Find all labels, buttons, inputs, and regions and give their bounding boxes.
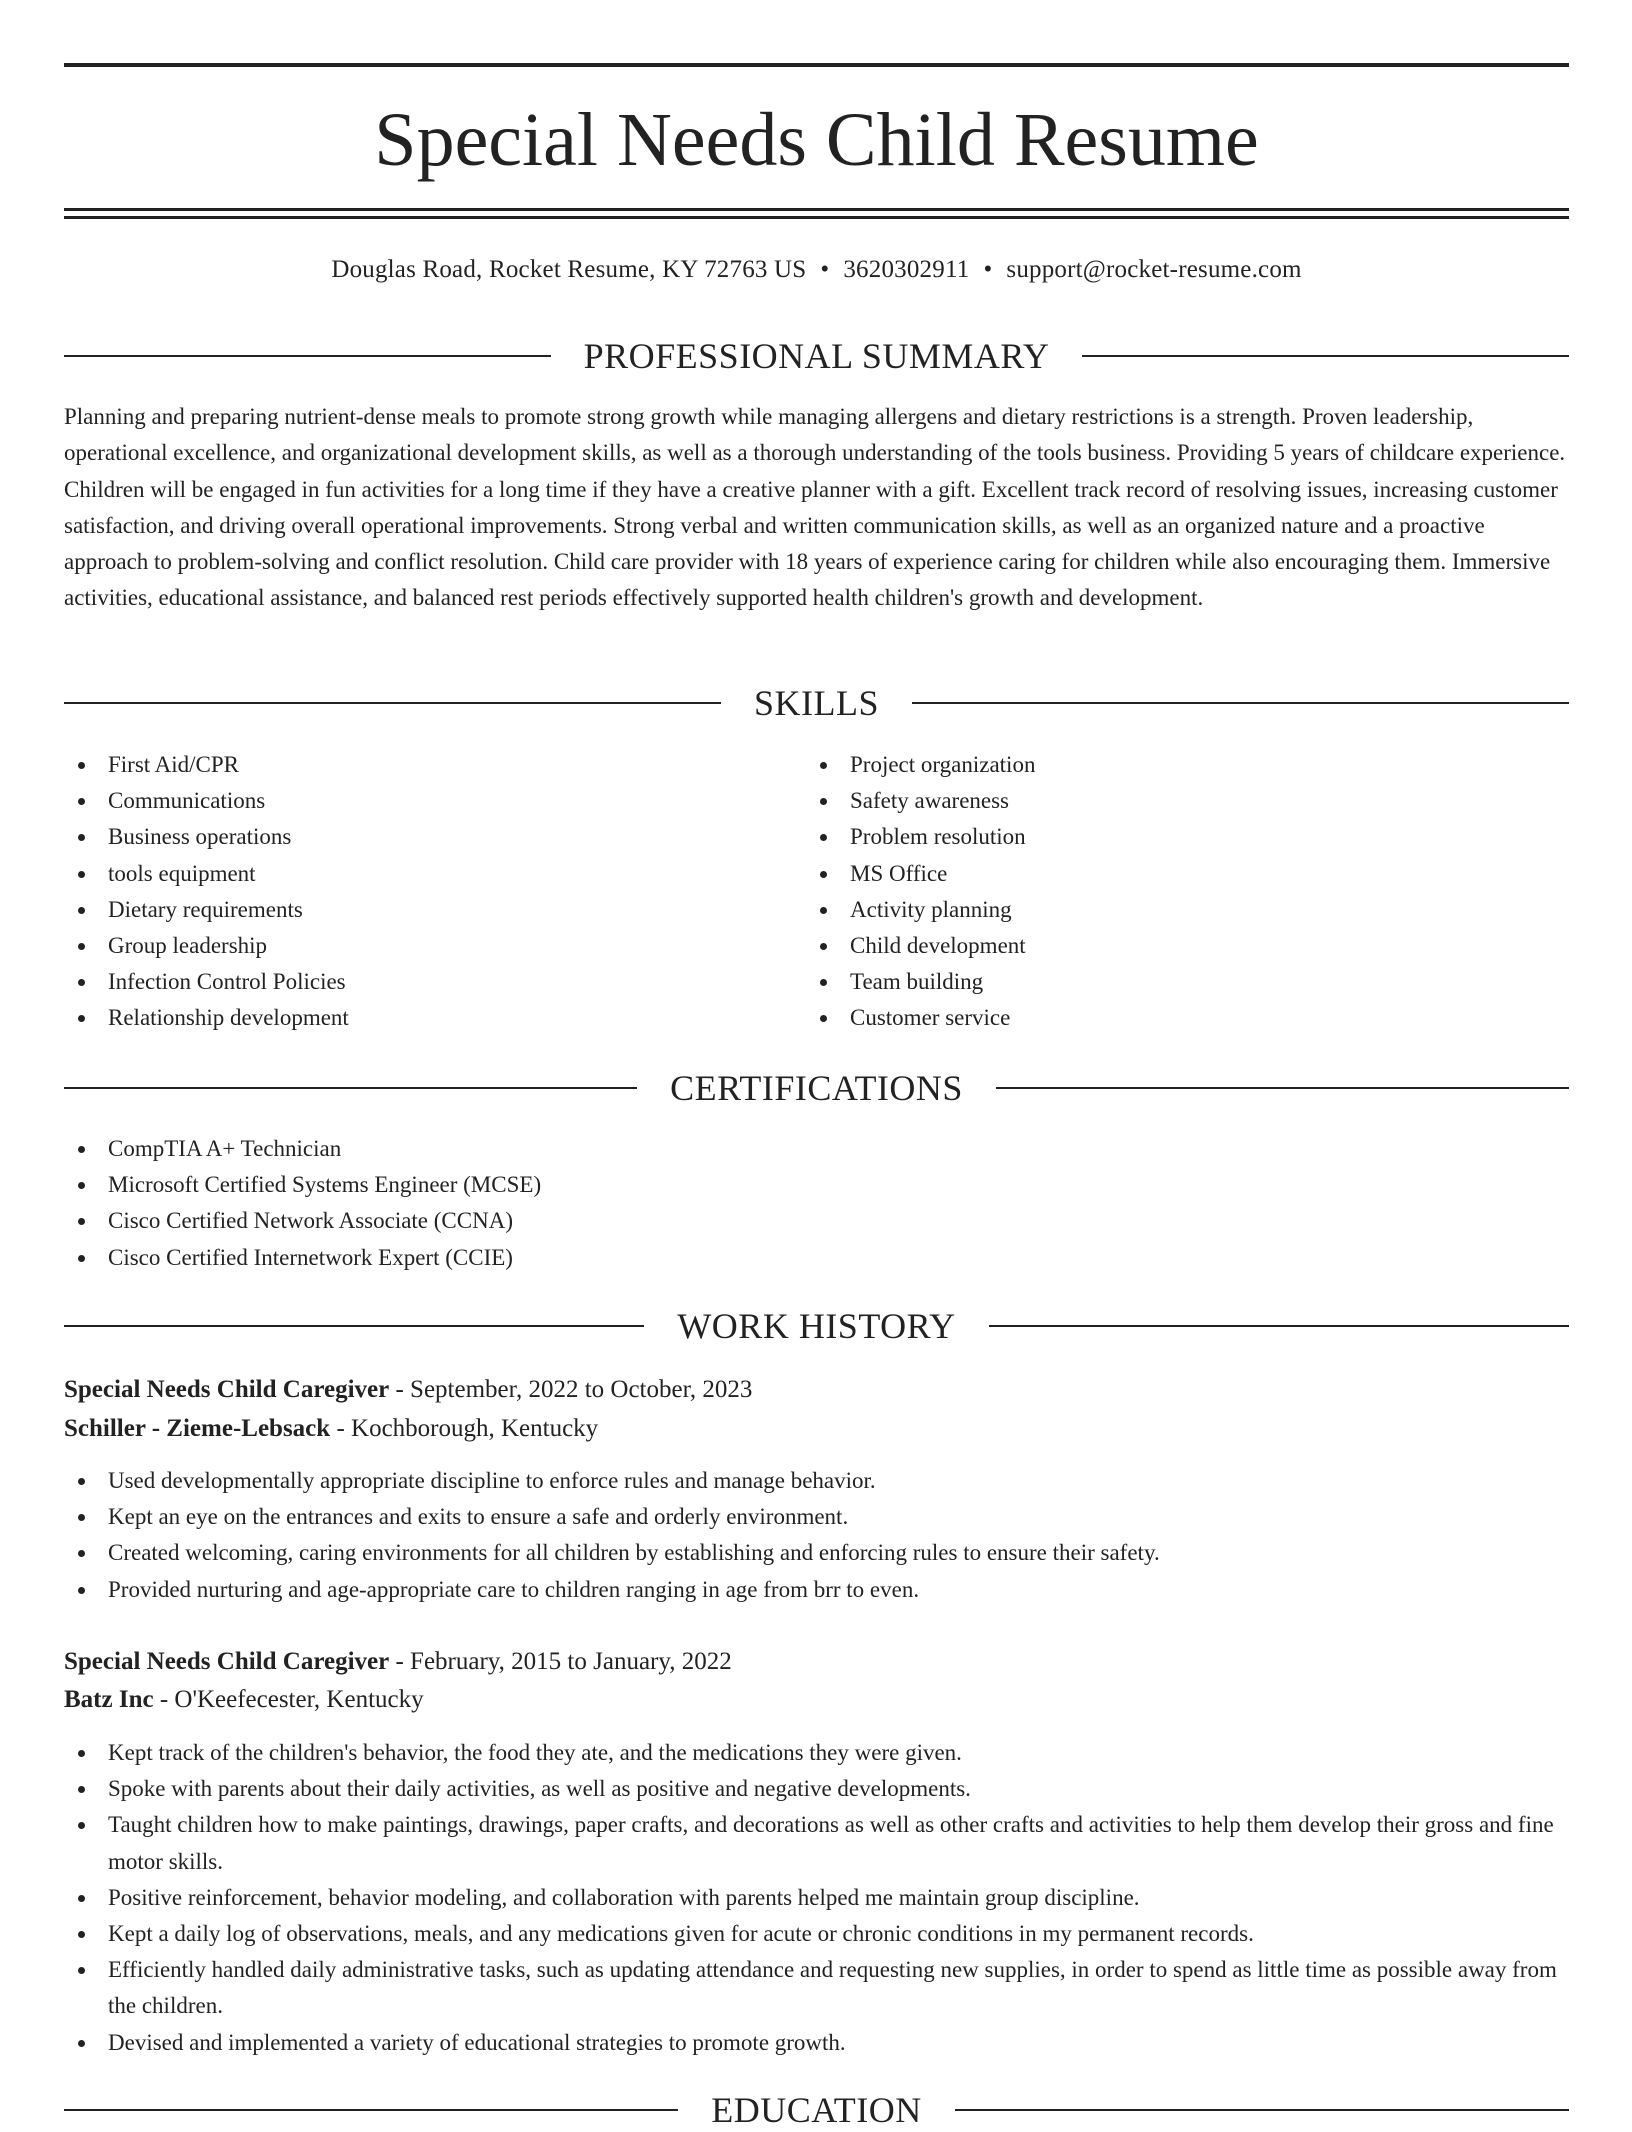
certifications-list <box>64 1131 1569 1276</box>
certification-item: Microsoft Certified Systems Engineer (MCSE) <box>64 1167 1569 1203</box>
job-company: Batz Inc <box>64 1686 154 1713</box>
section-header-certifications <box>64 1066 1569 1110</box>
job-duty: Used developmentally appropriate discipline to enforce rules and manage behavior. <box>64 1463 1569 1499</box>
skill-item: Relationship development <box>64 1000 764 1036</box>
skills-list-right <box>806 747 1506 1037</box>
job-duty: Kept an eye on the entrances and exits to ensure a safe and orderly environment. <box>64 1499 1569 1535</box>
job-title: Special Needs Child Caregiver <box>64 1648 390 1675</box>
job-location: Kochborough, Kentucky <box>351 1415 599 1442</box>
section-title: WORK HISTORY <box>677 1306 956 1346</box>
section-title: SKILLS <box>754 683 880 723</box>
job-company-line: Schiller - Zieme-Lebsack - Kochborough, Kentucky <box>64 1415 599 1442</box>
job-title-line: Special Needs Child Caregiver - September, 2022 to October, 2023 <box>64 1376 753 1403</box>
skill-item: Group leadership <box>64 928 764 964</box>
job-dates: September, 2022 to October, 2023 <box>410 1376 753 1403</box>
section-title: CERTIFICATIONS <box>670 1068 963 1108</box>
section-rule <box>1082 355 1569 357</box>
section-rule <box>64 1087 637 1089</box>
title-double-rule <box>64 208 1569 219</box>
contact-line <box>64 252 1569 288</box>
skill-item: Team building <box>806 964 1506 1000</box>
section-header-work <box>64 1304 1569 1348</box>
resume-title: Special Needs Child Resume <box>374 98 1259 182</box>
section-title: EDUCATION <box>711 2090 922 2130</box>
skill-item: Child development <box>806 928 1506 964</box>
section-rule <box>955 2109 1569 2111</box>
contact-phone: 3620302911 <box>843 256 970 283</box>
skill-item: First Aid/CPR <box>64 747 764 783</box>
section-title: PROFESSIONAL SUMMARY <box>583 336 1050 376</box>
job-duty: Provided nurturing and age-appropriate care to children ranging in age from brr to even. <box>64 1572 1569 1608</box>
certification-item: Cisco Certified Internetwork Expert (CCIE) <box>64 1240 1569 1276</box>
skill-item: Dietary requirements <box>64 892 764 928</box>
job-title: Special Needs Child Caregiver <box>64 1376 390 1403</box>
certification-item: CompTIA A+ Technician <box>64 1131 1569 1167</box>
contact-address: Douglas Road, Rocket Resume, KY 72763 US <box>331 256 807 283</box>
job-duties-list <box>64 1735 1569 2061</box>
section-rule <box>64 355 551 357</box>
section-rule <box>912 702 1569 704</box>
job-duty: Efficiently handled daily administrative tasks, such as updating attendance and requesting new supplies, in order to spend as little time as possible away from the children. <box>64 1952 1569 2024</box>
section-header-summary <box>64 334 1569 378</box>
skill-item: Customer service <box>806 1000 1506 1036</box>
job-company: Schiller - Zieme-Lebsack <box>64 1415 331 1442</box>
section-rule <box>64 2109 678 2111</box>
job-dates: February, 2015 to January, 2022 <box>410 1648 732 1675</box>
job-duty: Kept a daily log of observations, meals, and any medications given for acute or chronic conditions in my permanent records. <box>64 1916 1569 1952</box>
section-header-skills <box>64 681 1569 725</box>
skills-list-left <box>64 747 764 1037</box>
contact-separator: • <box>820 256 830 283</box>
job-company-line: Batz Inc - O'Keefecester, Kentucky <box>64 1686 424 1713</box>
job-duty: Devised and implemented a variety of educational strategies to promote growth. <box>64 2025 1569 2061</box>
section-header-education <box>64 2088 1569 2132</box>
skill-item: Safety awareness <box>806 783 1506 819</box>
contact-email[interactable]: support@rocket-resume.com <box>1006 256 1302 283</box>
job-duty: Positive reinforcement, behavior modeling, and collaboration with parents helped me maintain group discipline. <box>64 1880 1569 1916</box>
section-rule <box>996 1087 1569 1089</box>
skill-item: tools equipment <box>64 856 764 892</box>
skill-item: Business operations <box>64 819 764 855</box>
section-rule <box>64 702 721 704</box>
certification-item: Cisco Certified Network Associate (CCNA) <box>64 1203 1569 1239</box>
top-rule <box>64 63 1569 67</box>
skill-item: MS Office <box>806 856 1506 892</box>
summary-text: Planning and preparing nutrient-dense meals to promote strong growth while managing allergens and dietary restrictions is a strength. Proven leadership, operational excellence, and organizational development skills, as well as a thorough understanding of the tools business. Providing 5 years of childcare experience. Children will be engaged in fun activities for a long time if they have a creative planner with a gift. Excellent track record of resolving issues, increasing customer satisfaction, and driving overall operational improvements. Strong verbal and written communication skills, as well as an organized nature and a proactive approach to problem-solving and conflict resolution. Child care provider with 18 years of experience caring for children while also encouraging them. Immersive activities, educational assistance, and balanced rest periods effectively supported health children's growth and development. <box>64 404 1566 611</box>
job-duty: Created welcoming, caring environments for all children by establishing and enforcing rules to ensure their safety. <box>64 1535 1569 1571</box>
section-rule <box>989 1325 1569 1327</box>
skill-item: Project organization <box>806 747 1506 783</box>
contact-separator: • <box>983 256 993 283</box>
skill-item: Activity planning <box>806 892 1506 928</box>
skill-item: Problem resolution <box>806 819 1506 855</box>
skill-item: Infection Control Policies <box>64 964 764 1000</box>
job-duties-list <box>64 1463 1569 1608</box>
section-rule <box>64 1325 644 1327</box>
skill-item: Communications <box>64 783 764 819</box>
job-title-line: Special Needs Child Caregiver - February, 2015 to January, 2022 <box>64 1648 732 1675</box>
job-location: O'Keefecester, Kentucky <box>174 1686 424 1713</box>
job-duty: Kept track of the children's behavior, the food they ate, and the medications they were given. <box>64 1735 1569 1771</box>
job-duty: Spoke with parents about their daily activities, as well as positive and negative developments. <box>64 1771 1569 1807</box>
job-duty: Taught children how to make paintings, drawings, paper crafts, and decorations as well as other crafts and activities to help them develop their gross and fine motor skills. <box>64 1807 1569 1879</box>
